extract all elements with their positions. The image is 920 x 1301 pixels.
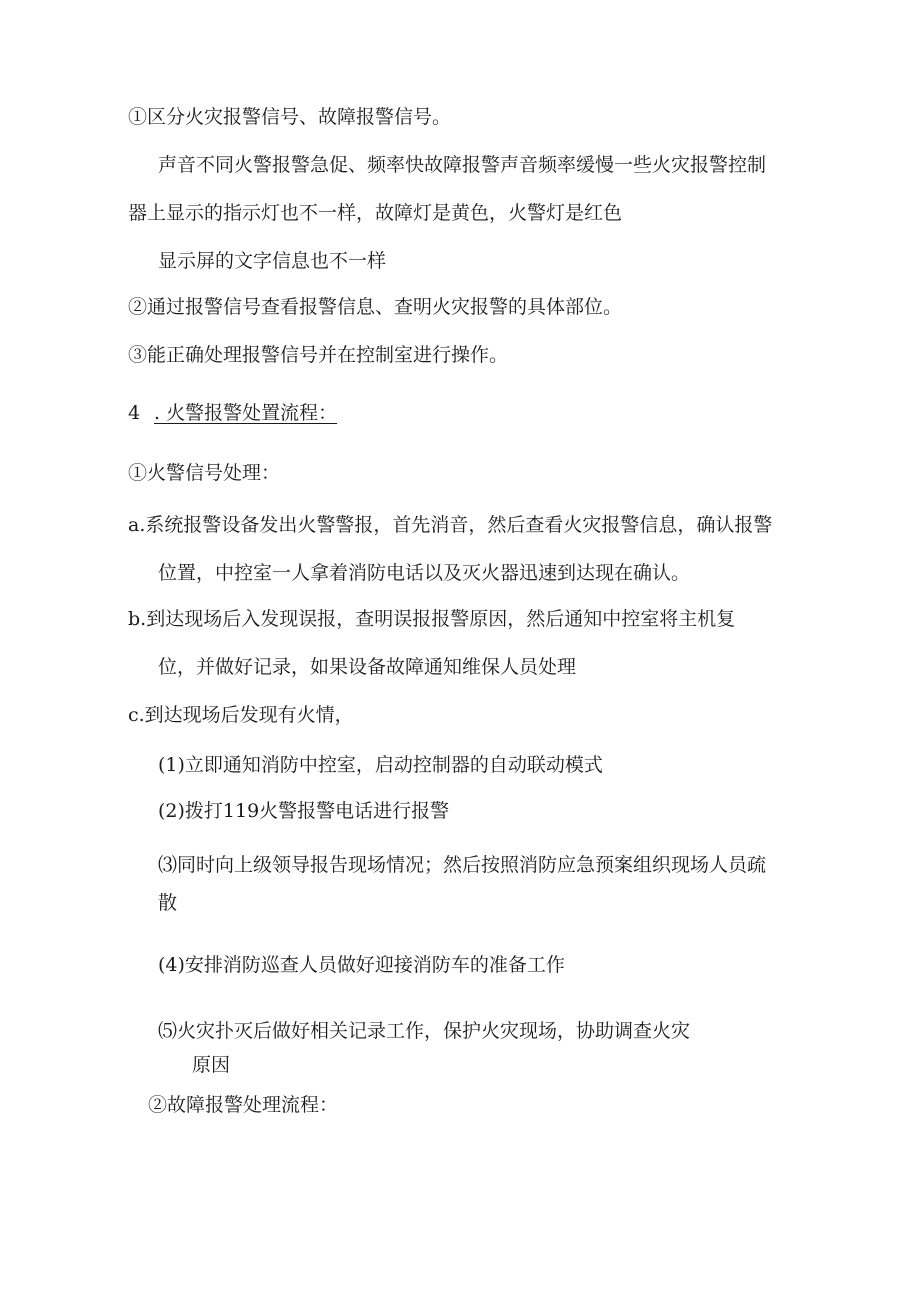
fault-title: ②故障报警处理流程： [148,1094,339,1116]
sub-step-3-line-2: 散 [158,892,178,914]
sub-step-4: (4)安排消防巡查人员做好迎接消防车的准备工作 [158,954,565,976]
step-b-line-2: 位，并做好记录，如果设备故障通知维保人员处理 [158,656,577,678]
sub-step-3-line-1: ⑶同时向上级领导报告现场情况；然后按照消防应急预案组织现场人员疏 [158,854,767,876]
sub-step-1: (1)立即通知消防中控室，启动控制器的自动联动模式 [158,754,603,776]
item-2: ②通过报警信号查看报警信息、查明火灾报警的具体部位。 [128,296,623,318]
section-number: 4 [128,402,141,424]
step-a-line-1: a.系统报警设备发出火警警报，首先消音，然后查看火灾报警信息，确认报警 [128,514,773,536]
step-c: c.到达现场后发现有火情， [128,704,354,726]
sub-step-5-line-1: ⑸火灾扑灭后做好相关记录工作，保护火灾现场，协助调查火灾 [158,1020,691,1042]
sub-step-5-line-2: 原因 [192,1054,231,1076]
step-a-line-2: 位置，中控室一人拿着消防电话以及灭火器迅速到达现在确认。 [158,562,691,584]
item-1-body-line-1: 声音不同火警报警急促、频率快故障报警声音频率缓慢一些火灾报警控制 [158,154,767,176]
sub-step-2: (2)拨打119火警报警电话进行报警 [158,800,450,822]
item-1-body-line-2: 器上显示的指示灯也不一样，故障灯是黄色，火警灯是红色 [128,202,623,224]
item-3: ③能正确处理报警信号并在控制室进行操作。 [128,344,509,366]
item-1-body-line-3: 显示屏的文字信息也不一样 [158,250,387,272]
item-1-title: ①区分火灾报警信号、故障报警信号。 [128,106,452,128]
section-4-heading [128,404,337,423]
fire-signal-title: ①火警信号处理： [128,462,281,484]
step-b-line-1: b.到达现场后入发现误报，查明误报报警原因，然后通知中控室将主机复 [128,608,736,630]
section-title: . 火警报警处置流程： [154,402,338,424]
